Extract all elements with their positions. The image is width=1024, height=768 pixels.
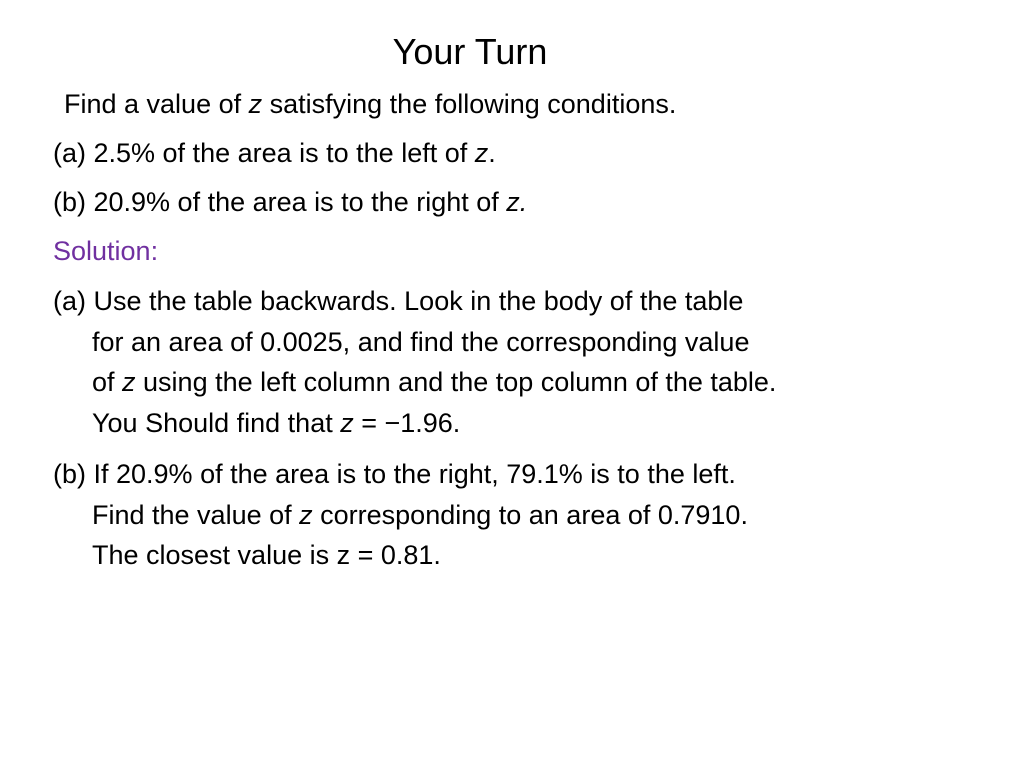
question-b-text: (b) 20.9% of the area is to the right of: [53, 187, 507, 217]
question-a-text: (a) 2.5% of the area is to the left of: [53, 138, 475, 168]
solution-a-line-2: for an area of 0.0025, and find the corresponding value: [92, 326, 750, 357]
variable-z: z: [299, 499, 313, 530]
solution-a-line-3-post: using the left column and the top column of the table.: [135, 367, 777, 397]
solution-a-line-3: [53, 362, 983, 403]
variable-z: z: [122, 367, 136, 397]
solution-a-line-1: (a) Use the table backwards. Look in the body of the table: [53, 286, 744, 316]
variable-z: z.: [506, 187, 528, 217]
solution-a-line-3-pre: of: [92, 367, 123, 397]
solution-b-line-2: [53, 495, 983, 536]
solution-b-line-2-pre: Find the value of: [92, 499, 300, 530]
question-a: [53, 133, 496, 173]
question-b: [53, 182, 527, 222]
problem-statement-text: Find a value of: [64, 89, 249, 119]
variable-z: z: [248, 89, 263, 119]
question-a-period: .: [488, 138, 496, 168]
solution-label: Solution:: [53, 236, 159, 266]
variable-z: z: [340, 407, 354, 438]
solution-a-answer: = −1.96.: [353, 407, 461, 438]
solution-b-line-1: (b) If 20.9% of the area is to the right, 79.1% is to the left.: [53, 459, 736, 489]
solution-b-line-2-post: corresponding to an area of 0.7910.: [312, 499, 748, 530]
solution-b: [53, 454, 983, 576]
slide-title: Your Turn: [392, 31, 548, 72]
problem-statement: [64, 84, 676, 124]
solution-b-answer: The closest value is z = 0.81.: [92, 540, 441, 570]
problem-statement-text: satisfying the following conditions.: [262, 89, 677, 119]
solution-a: [53, 281, 983, 443]
variable-z: z: [474, 138, 489, 168]
solution-a-line-4: [53, 403, 983, 444]
solution-a-line-4-pre: You Should find that: [92, 407, 341, 438]
